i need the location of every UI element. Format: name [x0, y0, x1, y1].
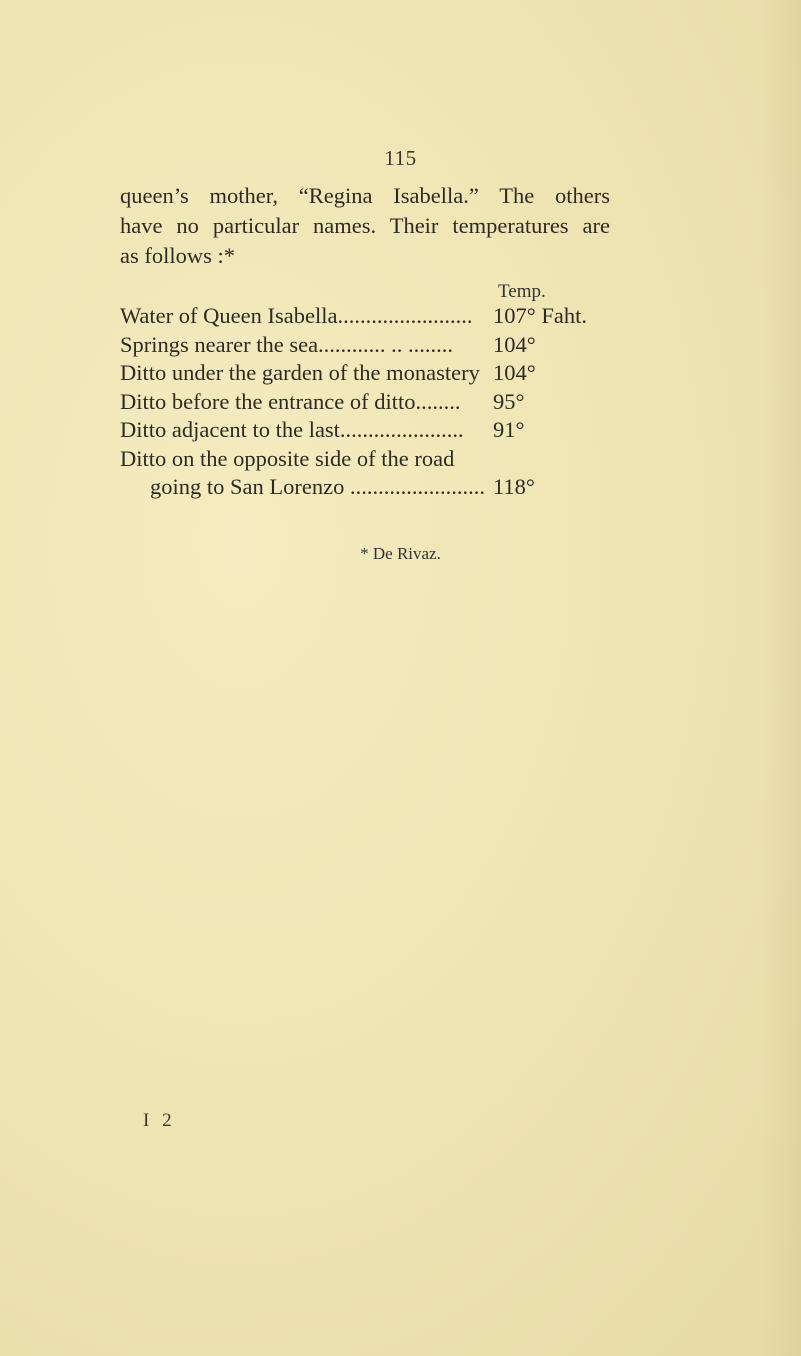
- body-paragraph: [120, 181, 610, 271]
- table-row: [120, 302, 600, 331]
- signature-mark: I 2: [143, 1110, 176, 1131]
- row-value: 118°: [493, 474, 535, 499]
- temperature-table: [120, 302, 600, 502]
- temperature-column-header: Temp.: [498, 281, 546, 302]
- row-value: 104°: [493, 331, 536, 357]
- paragraph-line-1: queen’s mother, “Regina Isabella.” The others: [120, 183, 610, 208]
- row-label: Ditto adjacent to the last......................: [120, 417, 464, 442]
- row-value: 104°: [493, 360, 536, 385]
- table-row: [120, 416, 600, 445]
- footnote: * De Rivaz.: [360, 544, 441, 563]
- page-number: 115: [384, 146, 417, 170]
- row-label: Ditto on the opposite side of the road: [120, 445, 455, 471]
- row-value: 95°: [493, 388, 525, 414]
- table-row: [120, 331, 600, 360]
- row-label: going to San Lorenzo ........................: [150, 474, 485, 499]
- paragraph-line-3: as follows :*: [120, 243, 235, 268]
- table-row: [120, 473, 600, 502]
- table-row: [120, 388, 600, 417]
- row-label: Water of Queen Isabella........................: [120, 303, 473, 328]
- row-value: 91°: [493, 417, 525, 442]
- row-label: Ditto under the garden of the monastery: [120, 360, 480, 385]
- table-row: [120, 445, 600, 474]
- row-label: Springs nearer the sea............ .. ........: [120, 331, 454, 357]
- table-row: [120, 359, 600, 388]
- row-label: Ditto before the entrance of ditto........: [120, 388, 461, 414]
- paragraph-line-2: have no particular names. Their temperatures are: [120, 213, 610, 238]
- row-value: 107° Faht.: [493, 303, 587, 328]
- page-edge-shading: [761, 0, 801, 1356]
